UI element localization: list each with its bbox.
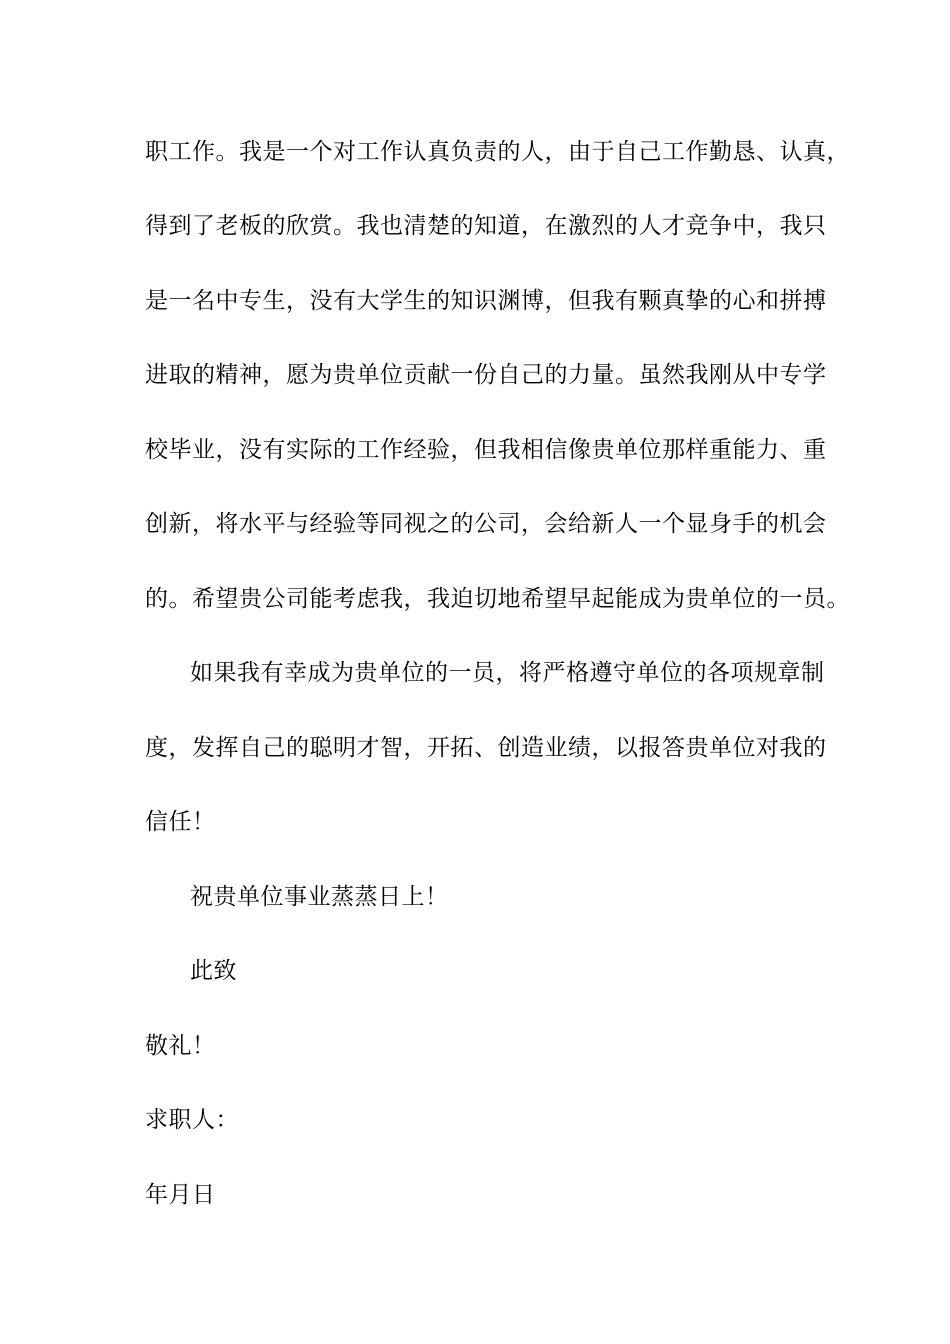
paragraph1-line-4: 进取的精神，愿为贵单位贡献一份自己的力量。虽然我刚从中专学 <box>145 362 827 388</box>
paragraph2-line-1: 如果我有幸成为贵单位的一员，将严格遵守单位的各项规章制 <box>190 660 825 686</box>
paragraph1-line-3: 是一名中专生，没有大学生的知识渊博，但我有颗真挚的心和拼搏 <box>145 288 827 314</box>
wish-line: 祝贵单位事业蒸蒸日上！ <box>190 884 449 910</box>
date-label: 年月日 <box>145 1182 216 1208</box>
paragraph1-line-7: 的。希望贵公司能考虑我，我迫切地希望早起能成为贵单位的一员。 <box>145 586 850 612</box>
paragraph1-line-2: 得到了老板的欣赏。我也清楚的知道，在激烈的人才竞争中，我只 <box>145 213 827 239</box>
paragraph1-line-1: 职工作。我是一个对工作认真负责的人，由于自己工作勤恳、认真， <box>145 139 850 165</box>
paragraph2-line-2: 度，发挥自己的聪明才智，开拓、创造业绩，以报答贵单位对我的 <box>145 735 827 761</box>
closing-line: 此致 <box>190 958 237 984</box>
applicant-label: 求职人： <box>145 1107 239 1133</box>
paragraph1-line-6: 创新，将水平与经验等同视之的公司，会给新人一个显身手的机会 <box>145 511 827 537</box>
paragraph1-line-5: 校毕业，没有实际的工作经验，但我相信像贵单位那样重能力、重 <box>145 437 827 463</box>
salute-line: 敬礼！ <box>145 1033 216 1059</box>
paragraph2-line-3: 信任！ <box>145 809 216 835</box>
